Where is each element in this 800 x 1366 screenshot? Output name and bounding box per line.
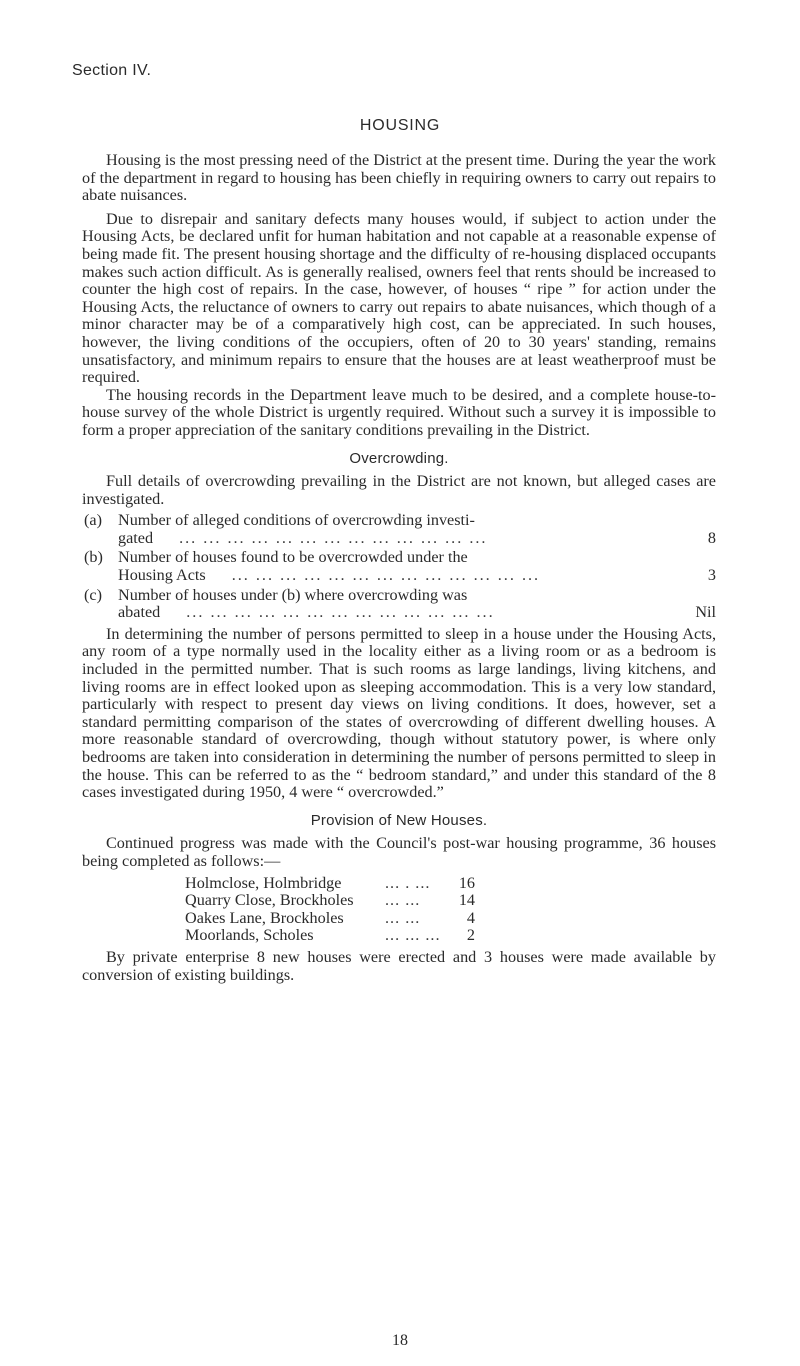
list-item-value: 8 bbox=[707, 528, 716, 547]
list-item bbox=[82, 549, 716, 584]
paragraph-intro-2: Due to disrepair and sanitary defects many houses would, if subject to action under the Housing Acts, be declared unfit for human habitation and not capable at a reasonable expense of being made fit. The present housing shortage and the difficulty of re-housing displaced occupants makes such action difficult. As is generally realised, owners feel that rents should be increased to counter the high cost of repairs. In the case, however, of houses “ ripe ” for action under the Housing Acts, the reluctance of owners to carry out repairs to abate nuisances, which though of a minor character may be of a comparatively high cost, can be appreciated. In such houses, however, the living conditions of the occupiers, often of 20 to 30 years' standing, remains unsatisfactory, and minimum repairs to ensure that the houses are at least weatherproof must be required. bbox=[82, 209, 716, 387]
list-item bbox=[82, 587, 716, 622]
list-item-value: Nil bbox=[695, 603, 716, 622]
list-item-text: Number of alleged conditions of overcrowding investi- bbox=[118, 511, 475, 530]
leader-dots: ... ... bbox=[385, 891, 421, 910]
list-item bbox=[82, 512, 716, 547]
list-item-text: abated bbox=[118, 603, 161, 622]
table-row bbox=[185, 875, 475, 893]
leader-dots bbox=[160, 604, 680, 622]
house-count: 14 bbox=[458, 891, 475, 910]
list-item-letter: (c) bbox=[84, 585, 102, 604]
list-item-letter: (b) bbox=[84, 548, 103, 567]
new-houses-closing: By private enterprise 8 new houses were erected and 3 houses were made available by conversion of existing buildings. bbox=[82, 947, 716, 984]
leader-dots: ... ... ... bbox=[385, 926, 441, 945]
list-item-text: Number of houses found to be overcrowded under the bbox=[118, 548, 468, 567]
list-item-value: 3 bbox=[707, 566, 716, 585]
overcrowding-list bbox=[82, 512, 716, 622]
place-name: Holmclose, Holmbridge bbox=[185, 873, 342, 892]
table-row bbox=[185, 927, 475, 945]
overcrowding-closing: In determining the number of persons permitted to sleep in a house under the Housing Acts, any room of a type normally used in the locality either as a living room or as a bedroom is included in the permitted number. That is such rooms as large landings, living kitchens, and living rooms are in effect looked upon as sleeping accommodation. This is a very low standard, particularly with respect to present day views on living conditions. It does, however, set a standard permitting comparison of the states of overcrowding of different dwelling houses. A more reasonable standard of overcrowding, though without statutory power, is where only bedrooms are taken into consideration in determining the number of persons permitted to sleep in the house. This can be referred to as the “ bedroom standard,” and under this standard of the 8 cases investigated during 1950, 4 were “ overcrowded.” bbox=[82, 624, 716, 802]
leader-dots bbox=[206, 567, 680, 585]
overcrowding-heading: Overcrowding. bbox=[349, 449, 449, 467]
place-name: Moorlands, Scholes bbox=[185, 926, 314, 945]
list-item-text: Number of houses under (b) where overcrowding was bbox=[118, 585, 468, 604]
table-row bbox=[185, 892, 475, 910]
leader-dots bbox=[153, 530, 680, 548]
new-houses-table bbox=[185, 875, 475, 945]
place-name: Oakes Lane, Brockholes bbox=[185, 908, 344, 927]
overcrowding-intro: Full details of overcrowding prevailing in the District are not known, but alleged cases are investigated. bbox=[82, 472, 716, 508]
house-count: 4 bbox=[466, 908, 475, 927]
page-title: HOUSING bbox=[359, 117, 441, 134]
leader-dots: ... ... bbox=[385, 908, 421, 927]
house-count: 16 bbox=[458, 873, 475, 892]
new-houses-intro: Continued progress was made with the Council's post-war housing programme, 36 houses being completed as follows:— bbox=[82, 834, 716, 870]
list-item-letter: (a) bbox=[84, 511, 102, 530]
section-label: Section IV. bbox=[72, 62, 152, 79]
list-item-text: Housing Acts bbox=[118, 566, 206, 585]
leader-dots: ... . ... bbox=[385, 873, 431, 892]
house-count: 2 bbox=[466, 926, 475, 945]
table-row bbox=[185, 910, 475, 928]
paragraph-intro-1: Housing is the most pressing need of the District at the present time. During the year the work of the department in regard to housing has been chiefly in requiring owners to carry out repairs to abate nuisances. bbox=[82, 151, 716, 205]
new-houses-heading: Provision of New Houses. bbox=[310, 811, 488, 829]
page-number: 18 bbox=[392, 1332, 408, 1349]
paragraph-intro-3: The housing records in the Department leave much to be desired, and a complete house-to-house survey of the whole District is urgently required. Without such a survey it is impossible to form a proper appreciation of the sanitary conditions prevailing in the District. bbox=[82, 385, 716, 439]
place-name: Quarry Close, Brockholes bbox=[185, 891, 354, 910]
list-item-text: gated bbox=[118, 528, 154, 547]
document-body bbox=[82, 152, 716, 984]
